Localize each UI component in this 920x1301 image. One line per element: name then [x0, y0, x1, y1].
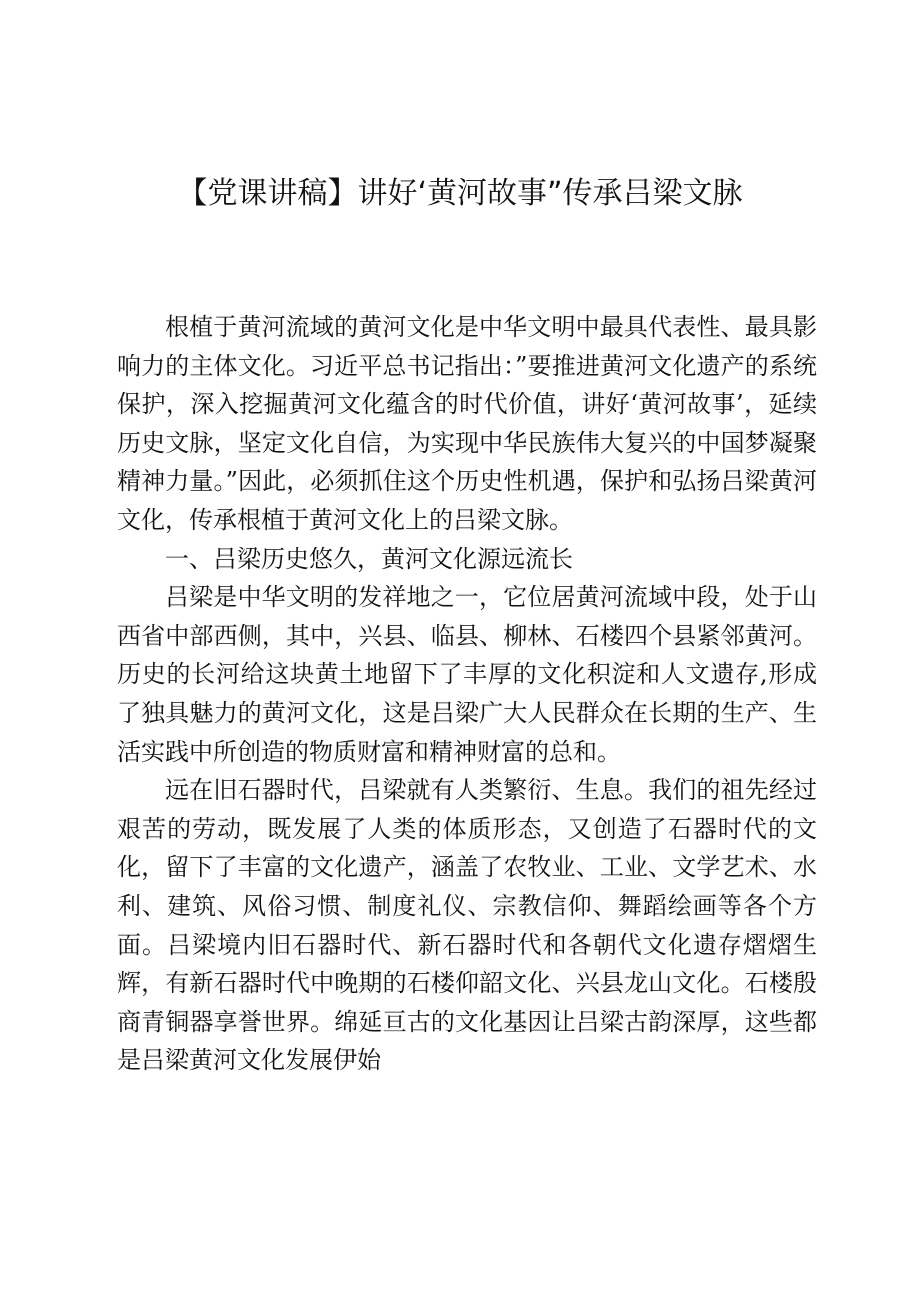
paragraph-stone-age: 远在旧石器时代，吕梁就有人类繁衍、生息。我们的祖先经过艰苦的劳动，既发展了人类的体质形态，又创造了石器时代的文化，留下了丰富的文化遗产，涵盖了农牧业、工业、文学艺术、水利、建筑、风俗习惯、制度礼仪、宗教信仰、舞蹈绘画等各个方面。吕梁境内旧石器时代、新石器时代和各朝代文化遗存熠熠生辉，有新石器时代中晚期的石楼仰韶文化、兴县龙山文化。石楼殷商青铜器享誉世界。绵延亘古的文化基因让吕梁古韵深厚，这些都是吕梁黄河文化发展伊始 [117, 776, 817, 1075]
paragraph-intro: 根植于黄河流域的黄河文化是中华文明中最具代表性、最具影响力的主体文化。习近平总书记指出：”要推进黄河文化遗产的系统保护，深入挖掘黄河文化蕴含的时代价值，讲好‘黄河故事’，延续历史文脉，坚定文化自信，为实现中华民族伟大复兴的中国梦凝聚精神力量。”因此，必须抓住这个历史性机遇，保护和弘扬吕梁黄河文化，传承根植于黄河文化上的吕梁文脉。 [117, 313, 817, 534]
section-heading-1: 一、吕梁历史悠久，黄河文化源远流长 [165, 544, 573, 573]
document-title: 【党课讲稿】讲好‘黄河故事”传承吕梁文脉 [177, 176, 743, 211]
document-body [117, 308, 817, 1080]
paragraph-lvliang-origin: 吕梁是中华文明的发祥地之一，它位居黄河流域中段，处于山西省中部西侧，其中，兴县、临县、柳林、石楼四个县紧邻黄河。历史的长河给这块黄土地留下了丰厚的文化积淀和人文遗存,形成了独具魅力的黄河文化，这是吕梁广大人民群众在长期的生产、生活实践中所创造的物质财富和精神财富的总和。 [117, 583, 817, 766]
